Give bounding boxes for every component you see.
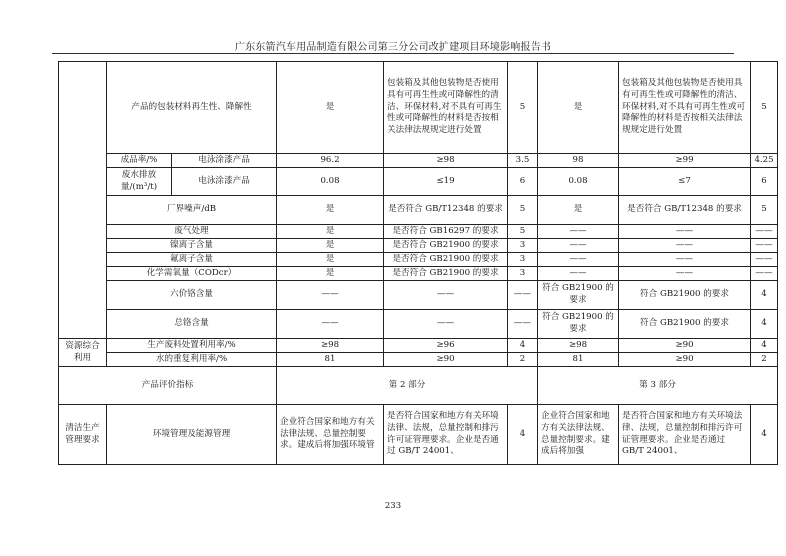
- table-row: [59, 353, 778, 367]
- requirement-cell-part3: ——: [619, 225, 751, 239]
- score-cell-part2: ——: [508, 281, 538, 310]
- requirement-cell-part3: ≥99: [619, 154, 751, 168]
- value-cell-part2: 企业符合国家和地方有关法律法规、总量控制要求。建成后将加强环境管: [277, 405, 384, 465]
- score-cell-part2: 5: [508, 196, 538, 225]
- value-cell-part2: 是: [277, 267, 384, 281]
- table-row: [59, 239, 778, 253]
- requirement-cell-part2: 是否符合 GB/T12348 的要求: [384, 196, 508, 225]
- value-cell-part3: ——: [538, 253, 619, 267]
- value-cell-part3: 98: [538, 154, 619, 168]
- value-cell-part2: 0.08: [277, 168, 384, 196]
- score-cell-part3: 4: [751, 281, 778, 310]
- value-cell-part3: 0.08: [538, 168, 619, 196]
- score-cell-part3: 5: [751, 196, 778, 225]
- part-header-cell: 第 2 部分: [277, 367, 538, 405]
- requirement-cell-part2: 是否符合国家和地方有关环境法律、法规，总量控制和排污许可证管理要求。企业是否通过 GB/T 24001、: [384, 405, 508, 465]
- sub-indicator-cell: 电泳涂漆产品: [172, 168, 277, 196]
- indicator-cell: 环境管理及能源管理: [107, 405, 277, 465]
- evaluation-table: [58, 61, 778, 465]
- header-divider: [52, 53, 734, 54]
- value-cell-part2: ——: [277, 310, 384, 339]
- part-header-cell: 第 3 部分: [538, 367, 778, 405]
- page-number: 233: [384, 501, 402, 511]
- requirement-cell-part3: ——: [619, 239, 751, 253]
- table-row: [59, 62, 778, 154]
- score-cell-part2: ——: [508, 310, 538, 339]
- table-row: [59, 281, 778, 310]
- value-cell-part2: 96.2: [277, 154, 384, 168]
- score-cell-part2: 4: [508, 339, 538, 353]
- value-cell-part3: 是: [538, 196, 619, 225]
- value-cell-part3: ——: [538, 225, 619, 239]
- requirement-cell-part3: 是否符合国家和地方有关环境法律、法规，总量控制和排污许可证管理要求。企业是否通过 GB/T 24001、: [619, 405, 751, 465]
- indicator-cell: 水的重复利用率/%: [107, 353, 277, 367]
- category-cell: 资源综合利用: [59, 339, 107, 367]
- value-cell-part2: 是: [277, 225, 384, 239]
- score-cell-part3: ——: [751, 225, 778, 239]
- indicator-cell: 成品率/%: [107, 154, 172, 168]
- value-cell-part2: 是: [277, 62, 384, 154]
- requirement-cell-part3: ≥90: [619, 353, 751, 367]
- requirement-cell-part3: 包装箱及其他包装物是否使用具有可再生性或可降解性的清洁、环保材料,对不具有可再生性或可降解性的材料是否按相关法律法规规定进行处置: [619, 62, 751, 154]
- requirement-cell-part3: ——: [619, 253, 751, 267]
- score-cell-part2: 4: [508, 405, 538, 465]
- score-cell-part2: 6: [508, 168, 538, 196]
- table-row: [59, 405, 778, 465]
- value-cell-part2: ——: [277, 281, 384, 310]
- score-cell-part2: 2: [508, 353, 538, 367]
- score-cell-part2: 3: [508, 253, 538, 267]
- value-cell-part2: 是: [277, 196, 384, 225]
- requirement-cell-part2: ≤19: [384, 168, 508, 196]
- indicator-cell: 产品的包装材料再生性、降解性: [107, 62, 277, 154]
- requirement-cell-part2: 是否符合 GB21900 的要求: [384, 253, 508, 267]
- value-cell-part2: 81: [277, 353, 384, 367]
- score-cell-part3: 5: [751, 62, 778, 154]
- table-row: [59, 225, 778, 239]
- table-row: [59, 154, 778, 168]
- score-cell-part2: 5: [508, 62, 538, 154]
- table-row: [59, 196, 778, 225]
- requirement-cell-part2: 是否符合 GB21900 的要求: [384, 267, 508, 281]
- requirement-cell-part2: 是否符合 GB16297 的要求: [384, 225, 508, 239]
- table-row: [59, 339, 778, 353]
- score-cell-part2: 5: [508, 225, 538, 239]
- score-cell-part3: 4: [751, 339, 778, 353]
- page-header: 广东东箭汽车用品制造有限公司第三分公司改扩建项目环境影响报告书: [234, 42, 552, 53]
- table-row: [59, 367, 778, 405]
- requirement-cell-part3: ——: [619, 267, 751, 281]
- sub-indicator-cell: 电泳涂漆产品: [172, 154, 277, 168]
- requirement-cell-part3: 符合 GB21900 的要求: [619, 310, 751, 339]
- value-cell-part3: ≥98: [538, 339, 619, 353]
- requirement-cell-part2: ——: [384, 281, 508, 310]
- table-row: [59, 253, 778, 267]
- table-row: [59, 267, 778, 281]
- score-cell-part3: 4.25: [751, 154, 778, 168]
- value-cell-part3: 是: [538, 62, 619, 154]
- requirement-cell-part2: ——: [384, 310, 508, 339]
- requirement-cell-part3: 是否符合 GB/T12348 的要求: [619, 196, 751, 225]
- requirement-cell-part3: 符合 GB21900 的要求: [619, 281, 751, 310]
- score-cell-part3: 2: [751, 353, 778, 367]
- table-row: [59, 168, 778, 196]
- score-cell-part2: 3.5: [508, 154, 538, 168]
- value-cell-part3: 81: [538, 353, 619, 367]
- section-header-cell: 产品评价指标: [59, 367, 277, 405]
- value-cell-part2: 是: [277, 253, 384, 267]
- score-cell-part3: 4: [751, 405, 778, 465]
- indicator-cell: 废气处理: [107, 225, 277, 239]
- score-cell-part3: ——: [751, 239, 778, 253]
- indicator-cell: 废水排放量/(m³/t): [107, 168, 172, 196]
- indicator-cell: 厂界噪声/dB: [107, 196, 277, 225]
- indicator-cell: 总铬含量: [107, 310, 277, 339]
- value-cell-part3: 企业符合国家和地方有关法律法规、总量控制要求。建成后将加强: [538, 405, 619, 465]
- requirement-cell-part3: ≤7: [619, 168, 751, 196]
- value-cell-part3: 符合 GB21900 的要求: [538, 310, 619, 339]
- indicator-cell: 六价铬含量: [107, 281, 277, 310]
- value-cell-part2: ≥98: [277, 339, 384, 353]
- score-cell-part3: 4: [751, 310, 778, 339]
- table-row: [59, 310, 778, 339]
- score-cell-part3: ——: [751, 253, 778, 267]
- value-cell-part3: ——: [538, 267, 619, 281]
- value-cell-part3: ——: [538, 239, 619, 253]
- score-cell-part3: ——: [751, 267, 778, 281]
- category-cell-blank: [59, 62, 107, 339]
- requirement-cell-part3: ≥90: [619, 339, 751, 353]
- requirement-cell-part2: 是否符合 GB21900 的要求: [384, 239, 508, 253]
- requirement-cell-part2: ≥98: [384, 154, 508, 168]
- value-cell-part3: 符合 GB21900 的要求: [538, 281, 619, 310]
- value-cell-part2: 是: [277, 239, 384, 253]
- requirement-cell-part2: 包装箱及其他包装物是否使用具有可再生性或可降解性的清洁、环保材料,对不具有可再生性或可降解性的材料是否按相关法律法规规定进行处置: [384, 62, 508, 154]
- requirement-cell-part2: ≥90: [384, 353, 508, 367]
- requirement-cell-part2: ≥96: [384, 339, 508, 353]
- indicator-cell: 生产废料处置利用率/%: [107, 339, 277, 353]
- score-cell-part2: 3: [508, 267, 538, 281]
- score-cell-part2: 3: [508, 239, 538, 253]
- indicator-cell: 氟离子含量: [107, 253, 277, 267]
- category-cell: 清洁生产管理要求: [59, 405, 107, 465]
- indicator-cell: 化学需氧量（CODcr）: [107, 267, 277, 281]
- score-cell-part3: 6: [751, 168, 778, 196]
- indicator-cell: 镍离子含量: [107, 239, 277, 253]
